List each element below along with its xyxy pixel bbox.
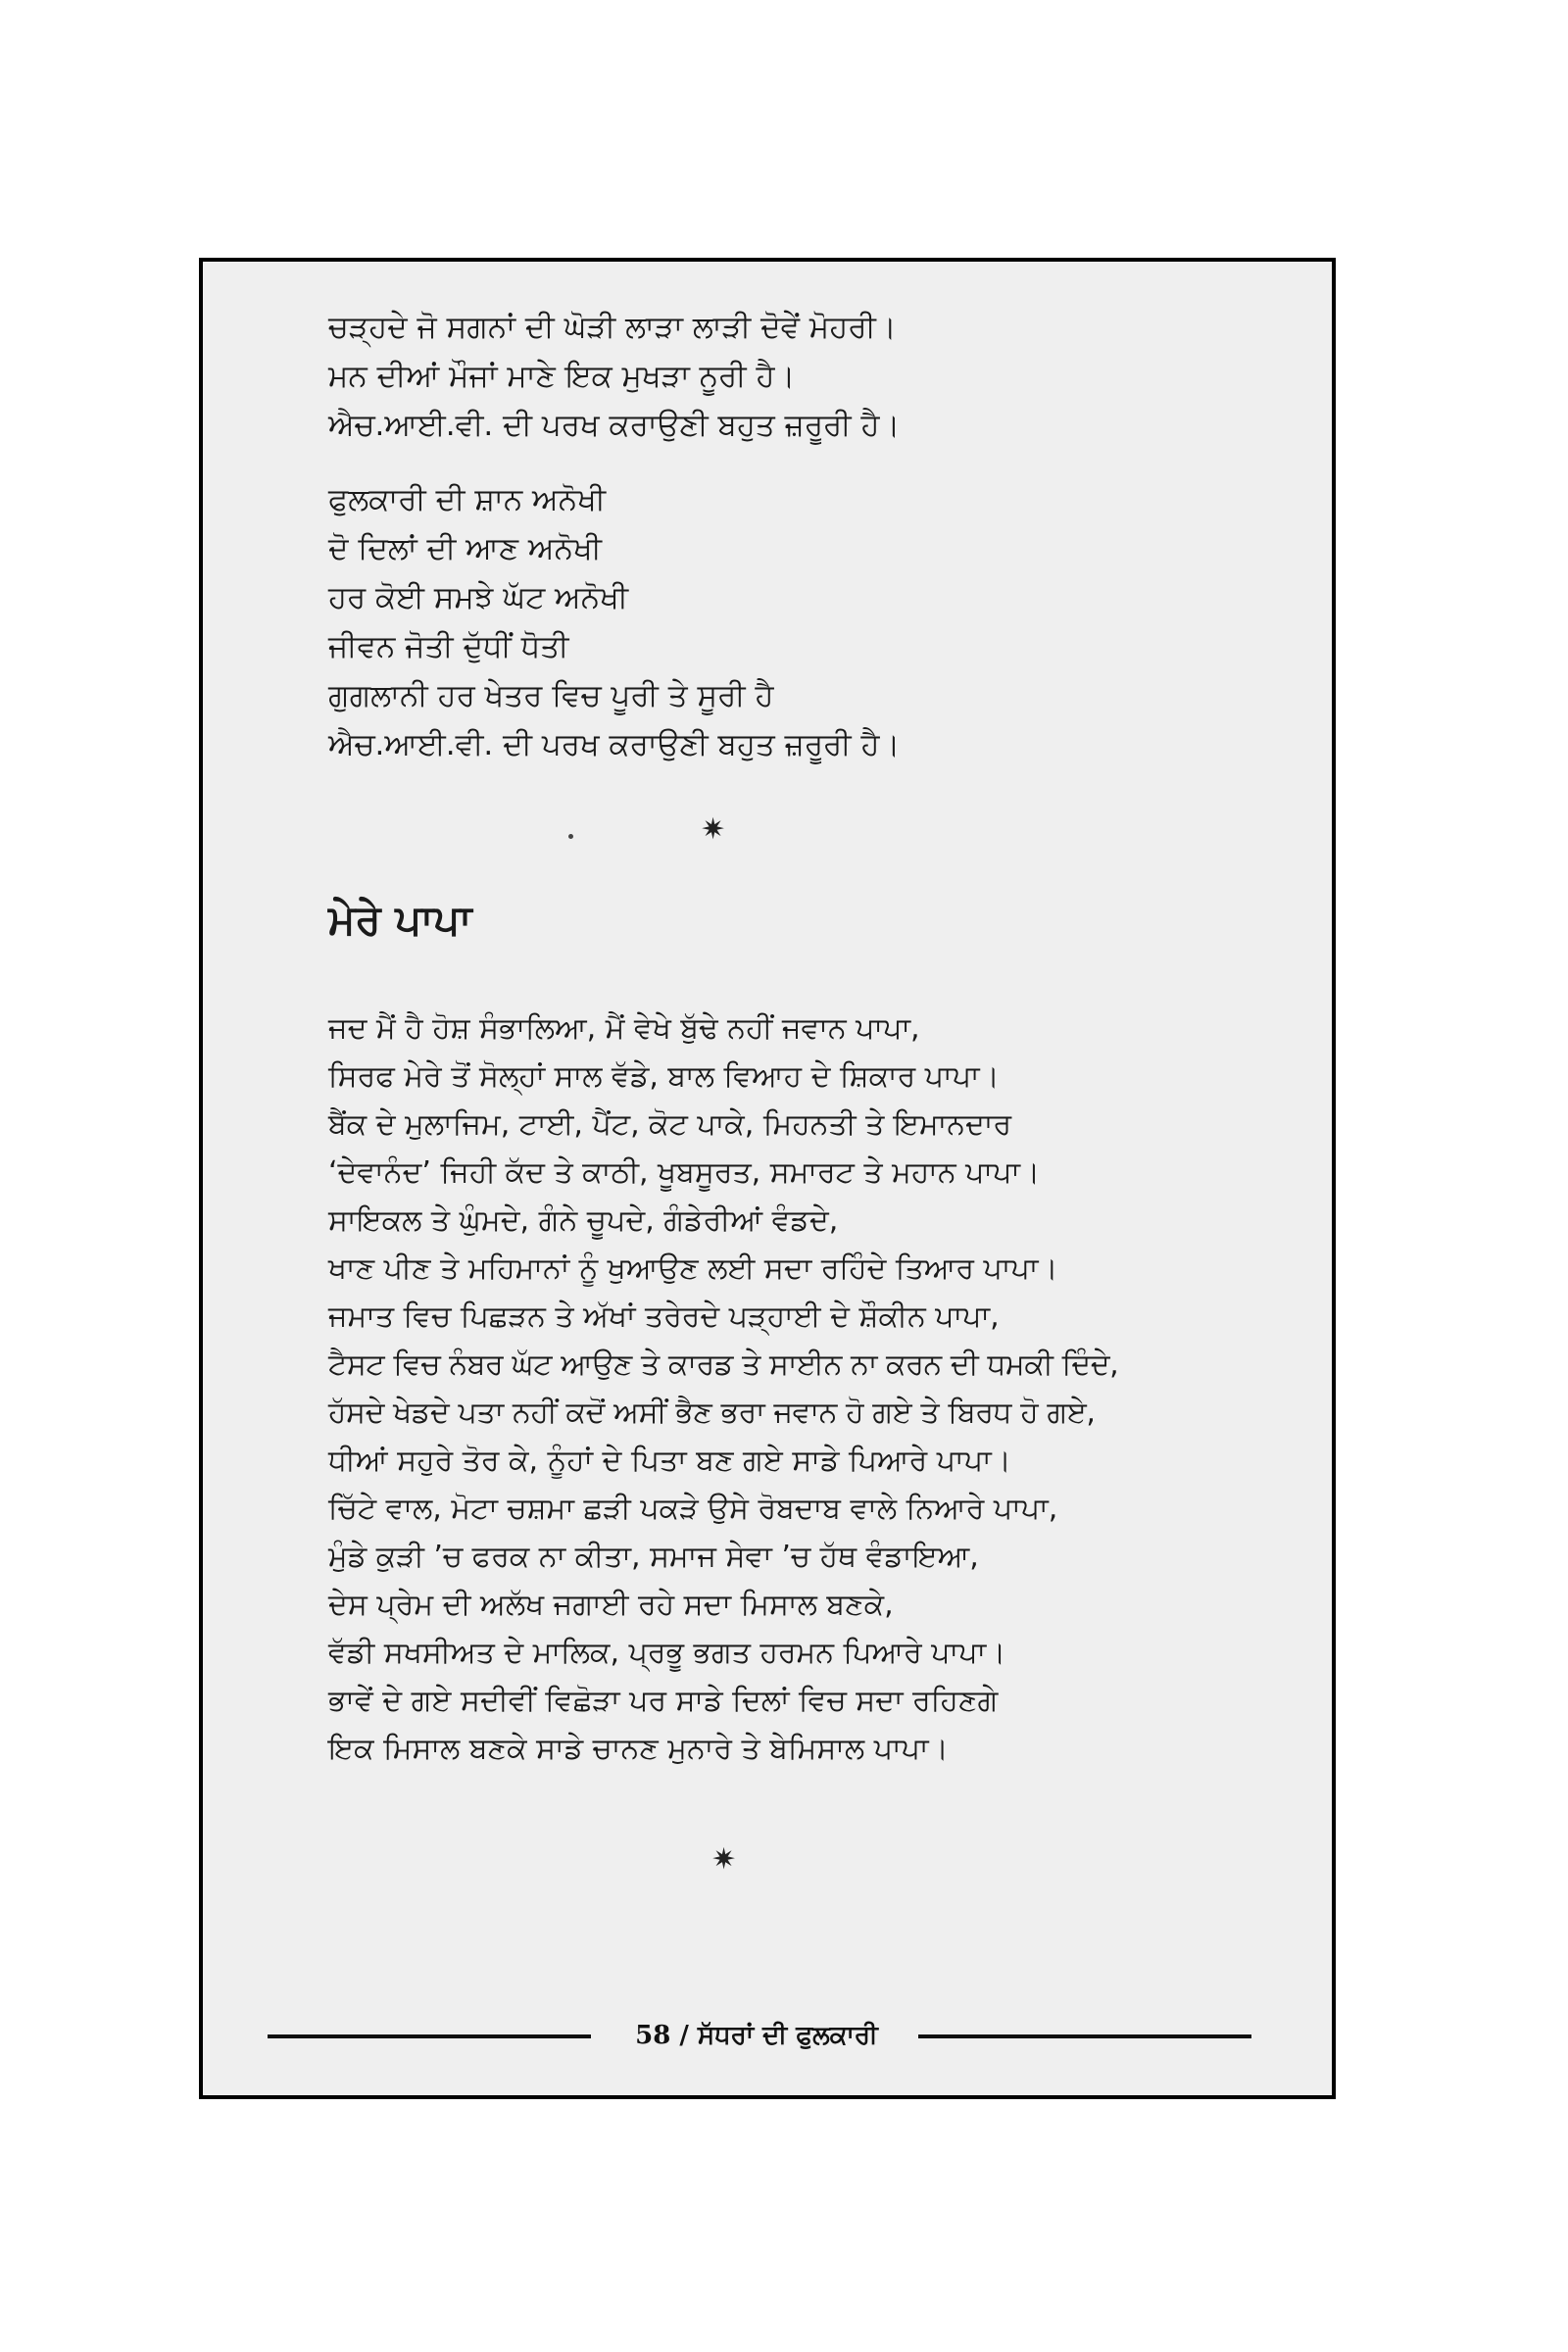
separator-star-2: ✷ bbox=[711, 1842, 737, 1877]
poem-line: ਸਾਇਕਲ ਤੇ ਘੁੰਮਦੇ, ਗੰਨੇ ਚੂਪਦੇ, ਗੰਡੇਰੀਆਂ ਵੰਡਦੇ, bbox=[328, 1203, 839, 1238]
footer-rule-left bbox=[268, 2034, 591, 2038]
stanza-line: ਐਚ.ਆਈ.ਵੀ. ਦੀ ਪਰਖ ਕਰਾਉਣੀ ਬਹੁਤ ਜ਼ਰੂਰੀ ਹੈ। bbox=[328, 408, 901, 443]
poem-line: ਮੁੰਡੇ ਕੁੜੀ ’ਚ ਫਰਕ ਨਾ ਕੀਤਾ, ਸਮਾਜ ਸੇਵਾ ’ਚ ਹੱਥ ਵੰਡਾਇਆ, bbox=[328, 1540, 979, 1574]
poem-line: ਭਾਵੇਂ ਦੇ ਗਏ ਸਦੀਵੀਂ ਵਿਛੋੜਾ ਪਰ ਸਾਡੇ ਦਿਲਾਂ ਵਿਚ ਸਦਾ ਰਹਿਣਗੇ bbox=[328, 1684, 999, 1718]
stanza-line: ਮਨ ਦੀਆਂ ਮੌਜਾਂ ਮਾਣੇ ਇਕ ਮੁਖੜਾ ਨੂਰੀ ਹੈ। bbox=[328, 359, 796, 394]
poem-line: ਦੇਸ ਪ੍ਰੇਮ ਦੀ ਅਲੱਖ ਜਗਾਈ ਰਹੇ ਸਦਾ ਮਿਸਾਲ ਬਣਕੇ, bbox=[328, 1588, 894, 1622]
poem-line: ਵੱਡੀ ਸਖਸੀਅਤ ਦੇ ਮਾਲਿਕ, ਪ੍ਰਭੂ ਭਗਤ ਹਰਮਨ ਪਿਆਰੇ ਪਾਪਾ। bbox=[328, 1636, 1006, 1670]
stanza-line: ਹਰ ਕੋਈ ਸਮਝੇ ਘੱਟ ਅਨੋਖੀ bbox=[328, 580, 629, 615]
poem-line: ਧੀਆਂ ਸਹੁਰੇ ਤੋਰ ਕੇ, ਨੂੰਹਾਂ ਦੇ ਪਿਤਾ ਬਣ ਗਏ ਸਾਡੇ ਪਿਆਰੇ ਪਾਪਾ। bbox=[328, 1444, 1011, 1478]
poem-line: ਇਕ ਮਿਸਾਲ ਬਣਕੇ ਸਾਡੇ ਚਾਨਣ ਮੁਨਾਰੇ ਤੇ ਬੇਮਿਸਾਲ ਪਾਪਾ। bbox=[328, 1732, 949, 1766]
stanza-2 bbox=[328, 475, 1328, 769]
footer-rule-right bbox=[918, 2034, 1251, 2038]
poem-line: ‘ਦੇਵਾਨੰਦ’ ਜਿਹੀ ਕੱਦ ਤੇ ਕਾਠੀ, ਖੂਬਸੂਰਤ, ਸਮਾਰਟ ਤੇ ਮਹਾਨ ਪਾਪਾ। bbox=[328, 1155, 1041, 1190]
poem-line: ਬੈਂਕ ਦੇ ਮੁਲਾਜਿਮ, ਟਾਈ, ਪੈਂਟ, ਕੋਟ ਪਾਕੇ, ਮਿਹਨਤੀ ਤੇ ਇਮਾਨਦਾਰ bbox=[328, 1107, 1012, 1142]
stanza-line: ਚੜ੍ਹਦੇ ਜੋ ਸਗਨਾਂ ਦੀ ਘੋੜੀ ਲਾੜਾ ਲਾੜੀ ਦੋਵੇਂ ਮੋਹਰੀ। bbox=[328, 310, 897, 345]
stray-dot bbox=[568, 834, 573, 839]
poem-body bbox=[328, 1004, 1336, 1773]
poem-line: ਹੱਸਦੇ ਖੇਡਦੇ ਪਤਾ ਨਹੀਂ ਕਦੋਂ ਅਸੀਂ ਭੈਣ ਭਰਾ ਜਵਾਨ ਹੋ ਗਏ ਤੇ ਬਿਰਧ ਹੋ ਗਏ, bbox=[328, 1396, 1096, 1430]
poem-line: ਚਿੱਟੇ ਵਾਲ, ਮੋਟਾ ਚਸ਼ਮਾ ਛੜੀ ਪਕੜੇ ਉਸੇ ਰੋਬਦਾਬ ਵਾਲੇ ਨਿਆਰੇ ਪਾਪਾ, bbox=[328, 1492, 1058, 1526]
stanza-1 bbox=[328, 303, 1328, 450]
stanza-line: ਜੀਵਨ ਜੋਤੀ ਦੁੱਧੀਂ ਧੋਤੀ bbox=[328, 629, 569, 664]
page-footer bbox=[203, 2016, 1332, 2055]
stanza-line: ਦੋ ਦਿਲਾਂ ਦੀ ਆਣ ਅਨੋਖੀ bbox=[328, 531, 602, 566]
poem-line: ਟੈਸਟ ਵਿਚ ਨੰਬਰ ਘੱਟ ਆਉਣ ਤੇ ਕਾਰਡ ਤੇ ਸਾਈਨ ਨਾ ਕਰਨ ਦੀ ਧਮਕੀ ਦਿੰਦੇ, bbox=[328, 1348, 1119, 1382]
poem-line: ਜਮਾਤ ਵਿਚ ਪਿਛੜਨ ਤੇ ਅੱਖਾਂ ਤਰੇਰਦੇ ਪੜ੍ਹਾਈ ਦੇ ਸ਼ੌਕੀਨ ਪਾਪਾ, bbox=[328, 1299, 1000, 1334]
book-page bbox=[199, 258, 1336, 2099]
poem-line: ਖਾਣ ਪੀਣ ਤੇ ਮਹਿਮਾਨਾਂ ਨੂੰ ਖੁਆਉਣ ਲਈ ਸਦਾ ਰਹਿੰਦੇ ਤਿਆਰ ਪਾਪਾ। bbox=[328, 1251, 1058, 1286]
stanza-line: ਫੁਲਕਾਰੀ ਦੀ ਸ਼ਾਨ ਅਨੋਖੀ bbox=[328, 482, 607, 517]
stanza-line: ਐਚ.ਆਈ.ਵੀ. ਦੀ ਪਰਖ ਕਰਾਉਣੀ ਬਹੁਤ ਜ਼ਰੂਰੀ ਹੈ। bbox=[328, 727, 901, 762]
poem-line: ਸਿਰਫ ਮੇਰੇ ਤੋਂ ਸੋਲ੍ਹਾਂ ਸਾਲ ਵੱਡੇ, ਬਾਲ ਵਿਆਹ ਦੇ ਸ਼ਿਕਾਰ ਪਾਪਾ। bbox=[328, 1059, 1000, 1094]
poem-line: ਜਦ ਮੈਂ ਹੈ ਹੋਸ਼ ਸੰਭਾਲਿਆ, ਮੈਂ ਵੇਖੇ ਬੁੱਢੇ ਨਹੀਂ ਜਵਾਨ ਪਾਪਾ, bbox=[328, 1011, 920, 1046]
stanza-line: ਗੁਗਲਾਨੀ ਹਰ ਖੇਤਰ ਵਿਚ ਪੂਰੀ ਤੇ ਸੂਰੀ ਹੈ bbox=[328, 678, 774, 713]
footer-page-label: 58 / ਸੱਧਰਾਂ ਦੀ ਫੁਲਕਾਰੀ bbox=[635, 2021, 878, 2050]
poem-title: ਮੇਰੇ ਪਾਪਾ bbox=[328, 896, 472, 944]
previous-poem-ending bbox=[328, 303, 1328, 769]
separator-star-1: ✷ bbox=[701, 812, 726, 847]
